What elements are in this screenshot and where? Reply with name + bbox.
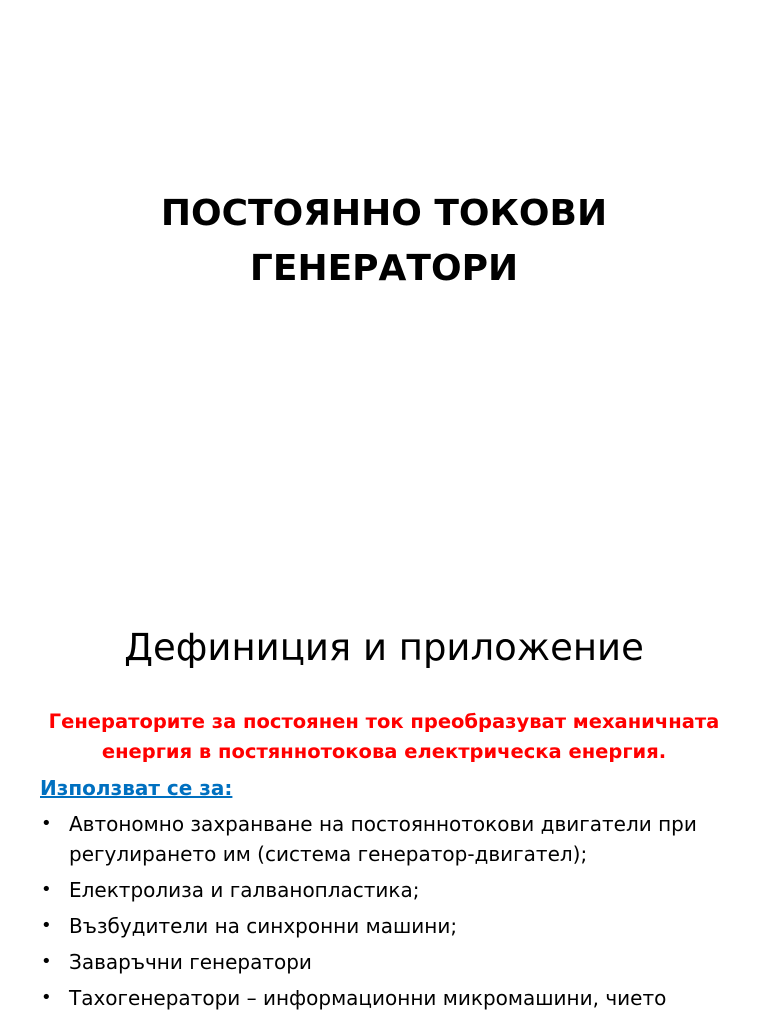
list-item-text: Автономно захранване на постояннотокови двигатели при регулирането им (система генератор-двигател); [69, 812, 697, 866]
list-item-text: Възбудители на синхронни машини; [69, 914, 458, 938]
bullet-icon: • [41, 879, 52, 900]
list-item [40, 911, 728, 941]
definition-text: Генераторите за постоянен ток преобразуват механичната енергия в постяннотокова електрическа енергия. [48, 710, 720, 763]
uses-list [40, 809, 728, 1019]
main-title [84, 186, 684, 296]
main-title-line-2: ГЕНЕРАТОРИ [249, 248, 519, 289]
bullet-icon: • [41, 915, 52, 936]
bullet-icon: • [41, 813, 52, 834]
uses-heading: Използват се за: [40, 776, 233, 800]
definition-slide [0, 576, 768, 1024]
list-item [40, 947, 728, 977]
bullet-icon: • [41, 951, 52, 972]
list-item-text: Електролиза и галванопластика; [69, 878, 420, 902]
list-item [40, 875, 728, 905]
list-item [40, 809, 728, 869]
bullet-icon: • [41, 987, 52, 1008]
list-item-text: Заваръчни генератори [69, 950, 312, 974]
list-item-text: Тахогенератори – информационни микромашини, чието [69, 986, 667, 1010]
slide-title: Дефиниция и приложение [124, 626, 644, 669]
list-item [40, 983, 728, 1013]
main-title-line-1: ПОСТОЯННО ТОКОВИ [160, 193, 608, 234]
